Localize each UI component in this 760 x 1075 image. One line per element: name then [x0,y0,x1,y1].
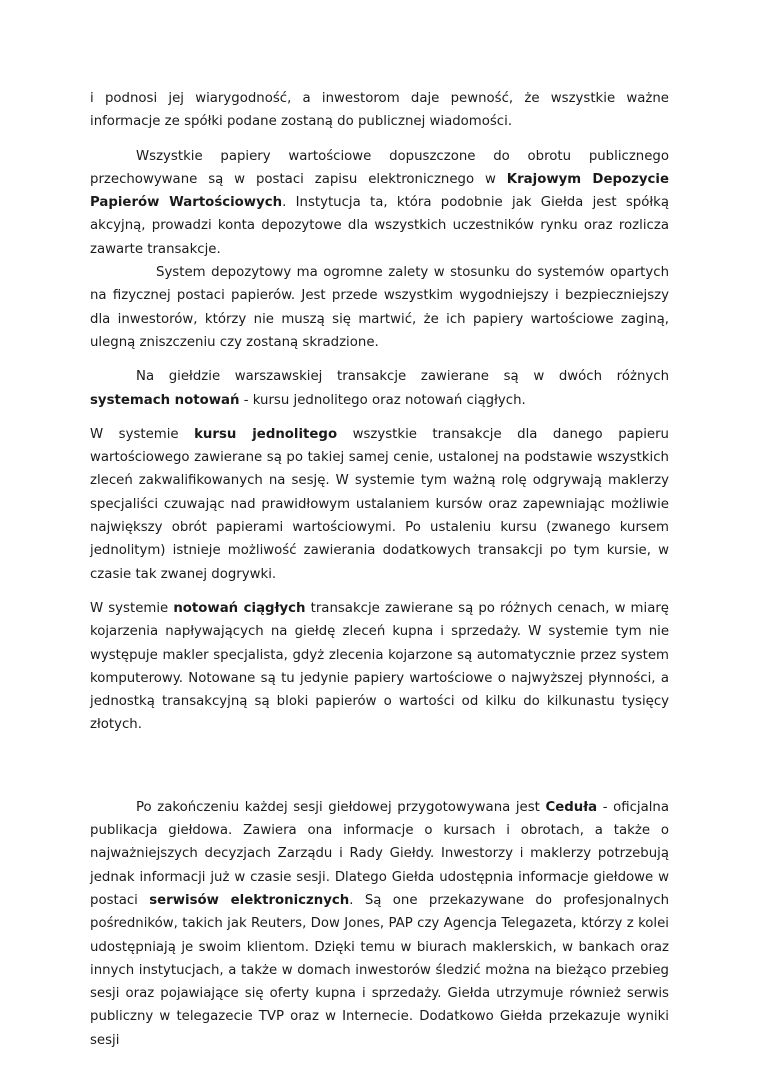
paragraph-cedula [90,796,669,1052]
paragraph-text: Wszystkie papiery wartościowe dopuszczone do obrotu publicznego przechowywane są w postaci zapisu elektronicznego w [90,148,669,187]
bold-term-kurs-jednolity: kursu jednolitego [194,426,338,442]
paragraph-notowania-ciagle [90,597,669,737]
paragraph-text: - kursu jednolitego oraz notowań ciągłych. [239,392,526,408]
paragraph-text: i podnosi jej wiarygodność, a inwestorom daje pewność, że wszystkie ważne informacje ze spółki podane zostaną do publicznej wiadomości. [90,91,669,130]
paragraph-text: . Są one przekazywane do profesjonalnych pośredników, takich jak Reuters, Dow Jones, PAP czy Agencja Telegazeta, którzy z kolei udostępniają je swoim klientom. Dzięki temu w biurach maklerskich, w bankach oraz innych instytucjach, a także w domach inwestorów śledzić można na bieżąco przebieg sesji oraz pojawiające się oferty kupna i sprzedaży. Giełda utrzymuje również serwis publiczny w telegazecie TVP oraz w Internecie. Dodatkowo Giełda przekazuje wyniki sesji [90,892,669,1048]
paragraph-kurs-jednolity [90,423,669,586]
paragraph-text: System depozytowy ma ogromne zalety w stosunku do systemów opartych na fizycznej postaci papierów. Jest przede wszystkim wygodniejszy i bezpieczniejszy dla inwestorów, którzy nie muszą się martwić, że ich papiery wartościowe zaginą, ulegną zniszczeniu czy zostaną skradzione. [90,265,669,350]
paragraph-text: Po zakończeniu każdej sesji giełdowej przygotowywana jest [136,799,546,815]
paragraph-text: - oficjalna publikacja giełdowa. Zawiera ona informacje o kursach i obrotach, a także o najważniejszych decyzjach Zarządu i Rady Giełdy. Inwestorzy i maklerzy potrzebują jednak informacji już w czasie sesji. Dlatego Giełda udostępnia informacje giełdowe w postaci [90,799,670,908]
paragraph-text: W systemie [90,426,195,442]
paragraph-text: W systemie [90,600,174,616]
bold-term-notowania-ciagle: notowań ciągłych [173,600,306,616]
paragraph-continuation [90,87,669,134]
paragraph-system-depozytowy [90,261,669,354]
bold-term-kdpw: Krajowym Depozycie Papierów Wartościowych [90,171,670,211]
paragraph-text: wszystkie transakcje dla danego papieru wartościowego zawierane są po takiej samej cenie, ustalonej na podstawie wszystkich zleceń zakwalifikowanych na sesję. W systemie tym ważną rolę odgrywają maklerzy specjaliści czuwając nad prawidłowym ustalaniem kursów oraz zapewniając możliwie największy obrót papierami wartościowymi. Po ustaleniu kursu (zwanego kursem jednolitym) istnieje możliwość zawierania dodatkowych transakcji po tym kursie, w czasie tak zwanej dogrywki. [90,426,669,582]
bold-term-serwisy-elektroniczne: serwisów elektronicznych [149,892,350,908]
paragraph-text: Na giełdzie warszawskiej transakcje zawierane są w dwóch różnych [136,369,669,385]
document-page [90,87,669,1052]
bold-term-cedula: Ceduła [545,799,598,815]
bold-term-systemy-notowan: systemach notowań [90,392,240,408]
paragraph-text: . Instytucja ta, która podobnie jak Giełda jest spółką akcyjną, prowadzi konta depozytowe dla wszystkich uczestników rynku oraz rozlicza zawarte transakcje. [90,195,669,257]
paragraph-systemy-notowan [90,365,669,412]
paragraph-kdpw [90,145,669,261]
paragraph-text: transakcje zawierane są po różnych cenach, w miarę kojarzenia napływających na giełdę zleceń kupna i sprzedaży. W systemie tym nie występuje makler specjalista, gdyż zlecenia kojarzone są automatycznie przez system komputerowy. Notowane są tu jedynie papiery wartościowe o najwyższej płynności, a jednostką transakcyjną są bloki papierów o wartości od kilku do kilkunastu tysięcy złotych. [90,600,669,733]
